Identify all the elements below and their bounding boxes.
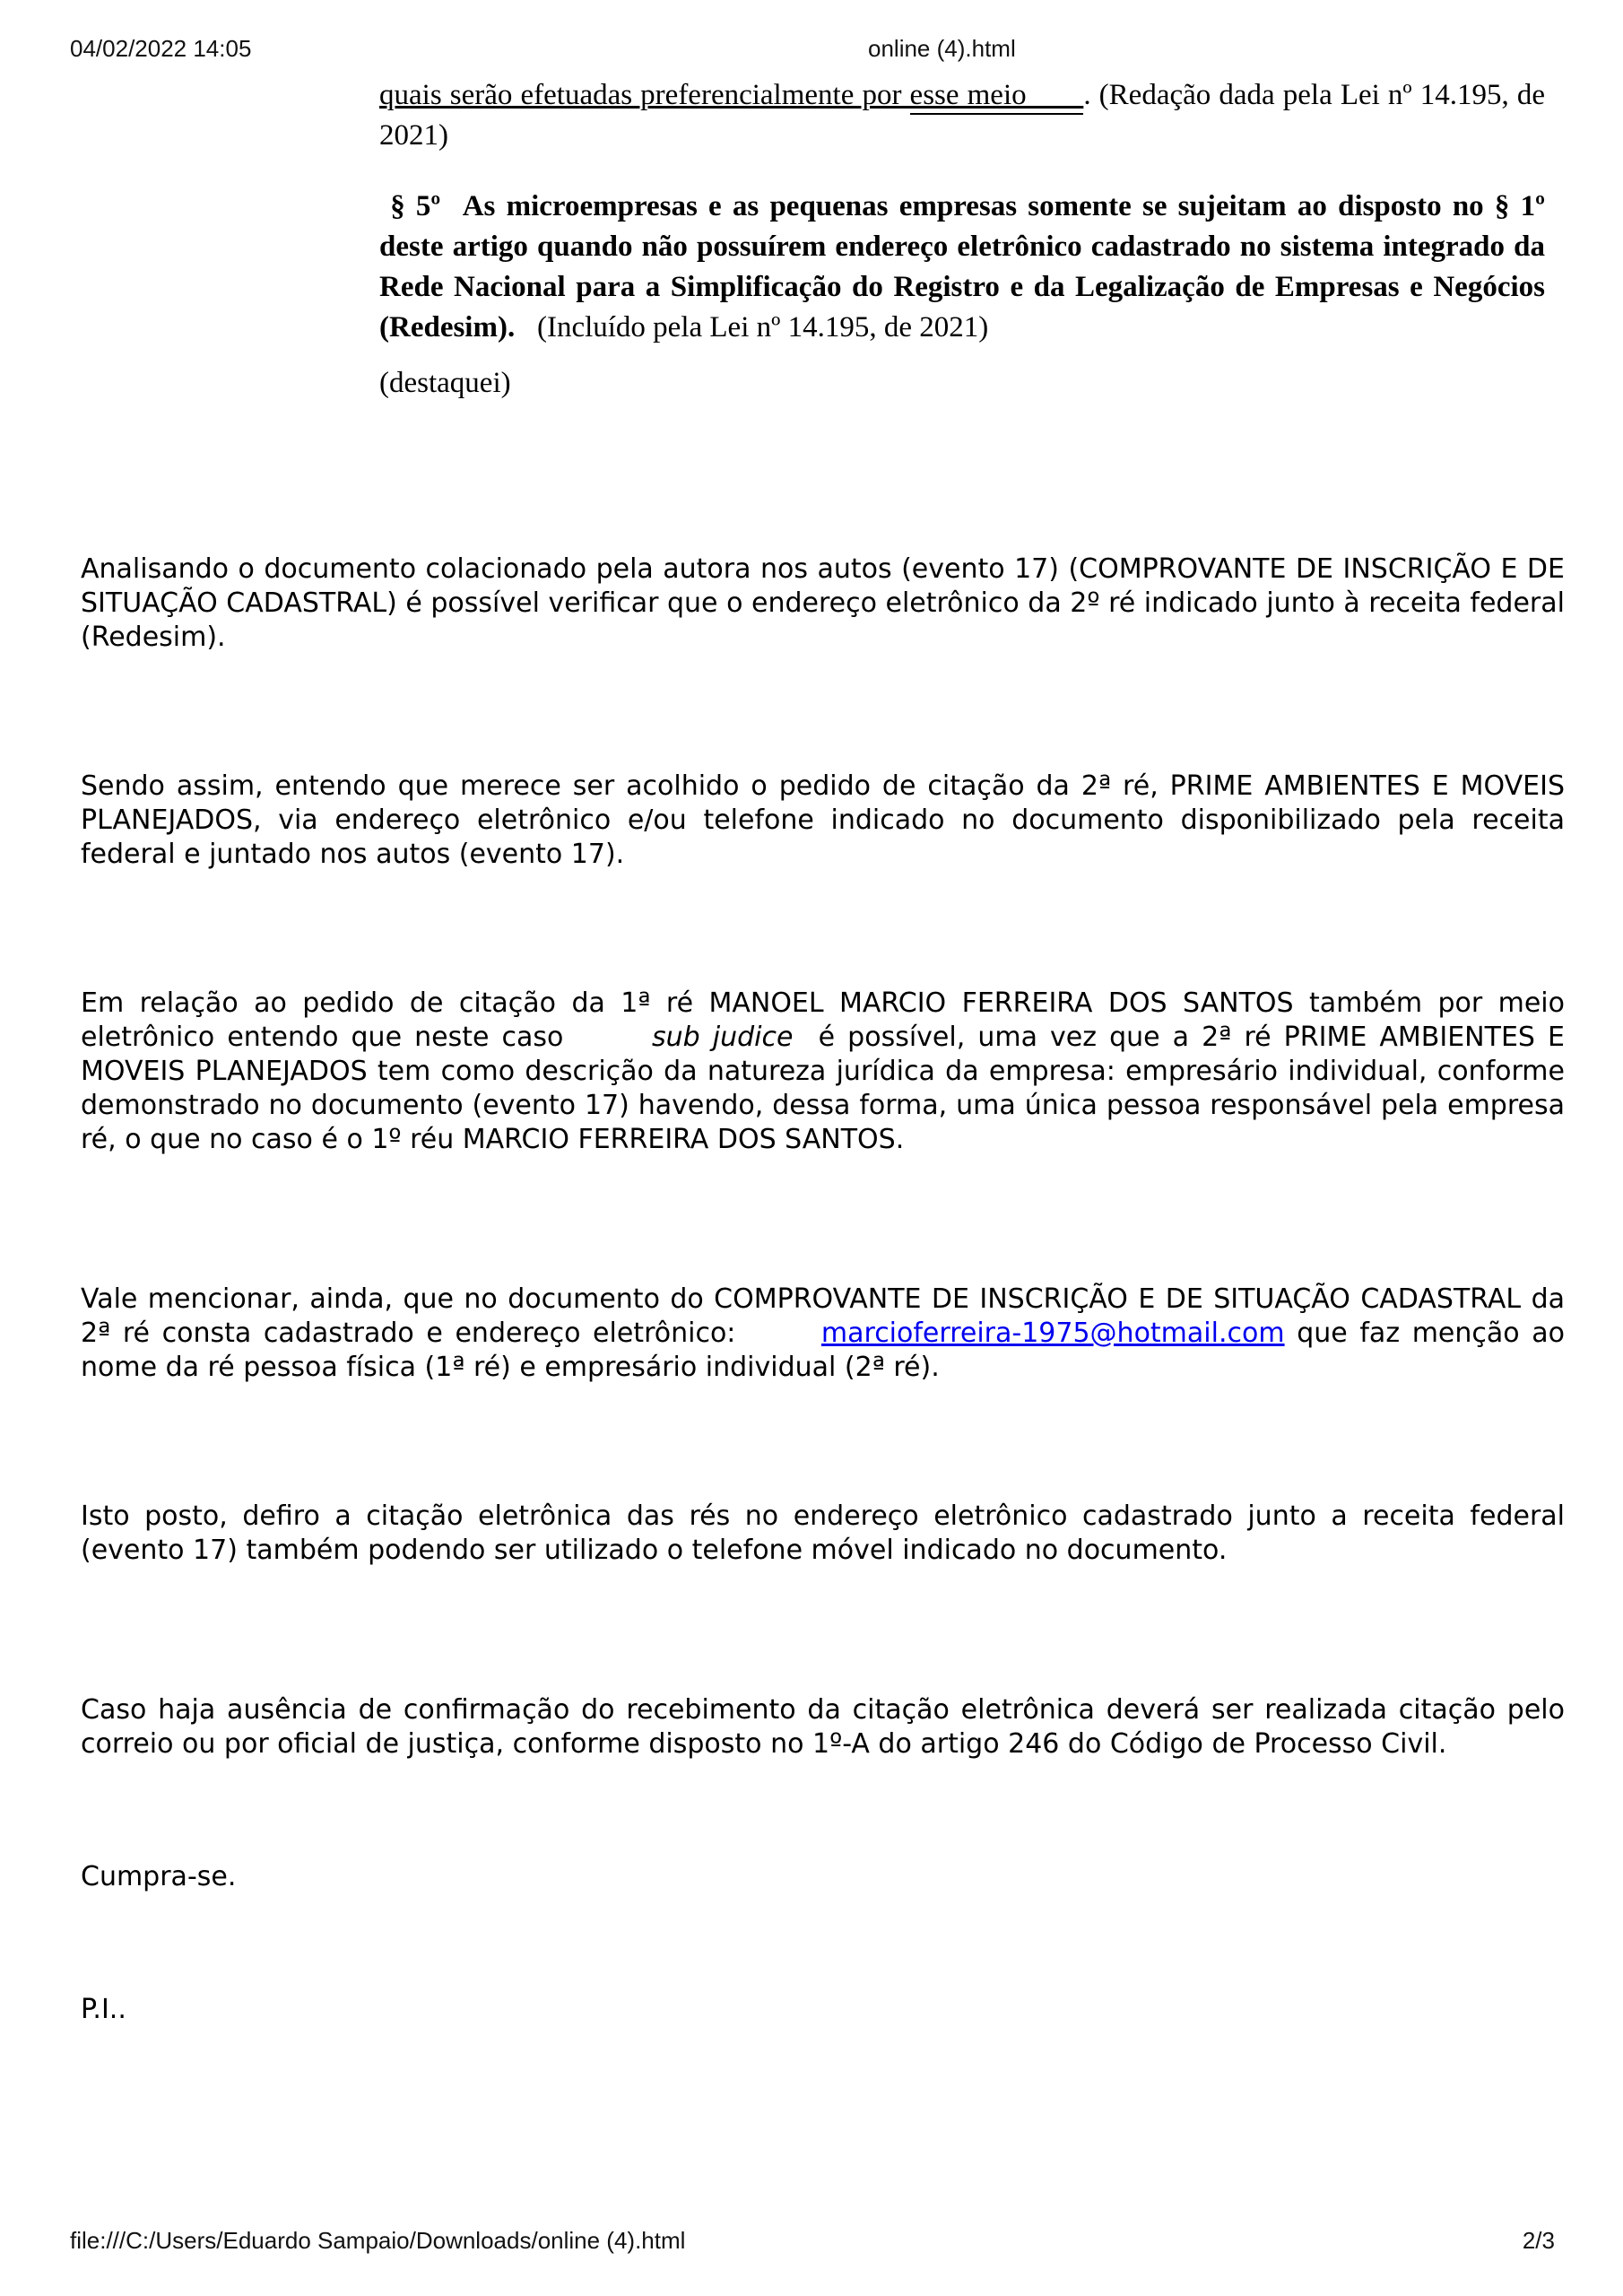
text-segment: Cumpra-se. (81, 1861, 237, 1892)
text-segment: Vale mencionar, ainda, que no documento do COMPROVANTE DE INSCRIÇÃO E DE SITUAÇÃO CADASTRAL da 2ª ré consta cadastrado e endereço eletrônico: (81, 1283, 1565, 1349)
text-segment: Em relação ao pedido de citação da 1ª ré MANOEL MARCIO FERREIRA DOS SANTOS também por meio eletrônico entendo que neste caso (81, 987, 1565, 1053)
paragraph-pi (81, 1993, 1565, 2027)
text-segment: quais serão efetuadas preferencialmente por (379, 79, 910, 111)
print-footer-page-number: 2/3 (1522, 2227, 1555, 2254)
text-segment: (Incluído pela Lei nº 14.195, de 2021) (515, 311, 989, 344)
legal-quote-block (379, 75, 1545, 434)
paragraph-em-relacao (81, 987, 1565, 1157)
text-segment: esse meio (910, 79, 1084, 115)
text-segment: P.I.. (81, 1994, 126, 2025)
quote-paragraph-par5 (379, 187, 1545, 348)
decision-body (81, 552, 1565, 2027)
paragraph-sendo-assim (81, 770, 1565, 872)
text-segment: Isto posto, defiro a citação eletrônica das rés no endereço eletrônico cadastrado junto a receita federal (evento 17) também podendo ser utilizado o telefone móvel indicado no documento. (81, 1500, 1565, 1566)
quote-paragraph-destaquei (379, 363, 1545, 404)
text-segment: . (Redação dada pela Lei nº 14.195, de 2021) (379, 79, 1545, 152)
print-footer-file-path: file:///C:/Users/Eduardo Sampaio/Downloads/online (4).html (70, 2227, 686, 2254)
paragraph-isto-posto (81, 1500, 1565, 1568)
paragraph-analisando (81, 552, 1565, 655)
text-segment: sub judice (652, 1022, 794, 1053)
paragraph-caso-haja (81, 1693, 1565, 1761)
text-segment: Sendo assim, entendo que merece ser acolhido o pedido de citação da 2ª ré, PRIME AMBIENTES E MOVEIS PLANEJADOS, via endereço eletrônico e/ou telefone indicado no documento disponibilizado pela receita federal e juntado nos autos (evento 17). (81, 770, 1565, 870)
text-segment: Caso haja ausência de confirmação do recebimento da citação eletrônica deverá ser realizada citação pelo correio ou por oficial de justiça, conforme disposto no 1º-A do artigo 246 do Código de Processo Civil. (81, 1694, 1565, 1760)
print-header-date: 04/02/2022 14:05 (70, 35, 252, 62)
text-segment: (destaquei) (379, 367, 511, 399)
text-segment: Analisando o documento colacionado pela autora nos autos (evento 17) (COMPROVANTE DE INSCRIÇÃO E DE SITUAÇÃO CADASTRAL) é possível verificar que o endereço eletrônico da 2º ré indicado junto à receita federal (Redesim). (81, 553, 1565, 653)
paragraph-cumpra-se (81, 1860, 1565, 1894)
quote-paragraph-redacao (379, 75, 1545, 156)
text-segment: que faz menção ao nome da ré pessoa física (1ª ré) e empresário individual (2ª ré). (81, 1318, 1566, 1383)
print-header-title: online (4).html (868, 35, 1016, 62)
text-segment: é possível, uma vez que a 2ª ré PRIME AMBIENTES E MOVEIS PLANEJADOS tem como descrição da natureza jurídica da empresa: empresário individual, conforme demonstrado no documento (evento 17) havendo, dessa forma, uma única pessoa responsável pela empresa ré, o que no caso é o 1º réu MARCIO FERREIRA DOS SANTOS. (81, 1022, 1565, 1155)
email-link[interactable]: marcioferreira-1975@hotmail.com (820, 1318, 1285, 1349)
paragraph-vale-mencionar (81, 1283, 1565, 1385)
text-segment: § 5º As microempresas e as pequenas empresas somente se sujeitam ao disposto no § 1º deste artigo quando não possuírem endereço eletrônico cadastrado no sistema integrado da Rede Nacional para a Simplificação do Registro e da Legalização de Empresas e Negócios (Redesim). (379, 190, 1545, 344)
